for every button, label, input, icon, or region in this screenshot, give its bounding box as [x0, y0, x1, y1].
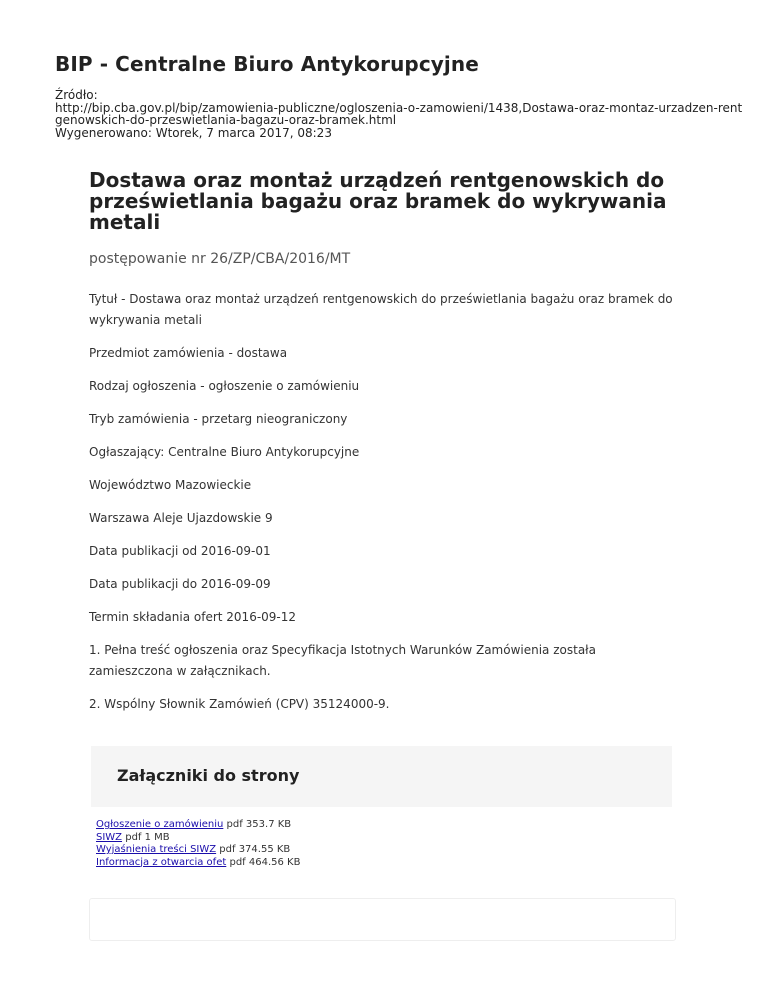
article	[89, 170, 679, 715]
field-subject: Przedmiot zamówienia - dostawa	[89, 346, 288, 360]
attachments-section	[91, 746, 672, 807]
empty-panel	[89, 898, 676, 941]
attachment-meta: pdf 464.56 KB	[229, 856, 301, 868]
article-subtitle: postępowanie nr 26/ZP/CBA/2016/MT	[89, 251, 351, 267]
attachment-item	[96, 819, 300, 832]
field-note-1: 1. Pełna treść ogłoszenia oraz Specyfikacja Istotnych Warunków Zamówienia została zamieszczona w załącznikach.	[89, 643, 596, 678]
attachment-link-offer-opening[interactable]: Informacja z otwarcia ofet	[96, 856, 227, 868]
source-info	[55, 89, 745, 139]
attachment-link-siwz-clarifications[interactable]: Wyjaśnienia treści SIWZ	[96, 844, 217, 855]
attachment-item	[96, 832, 300, 845]
attachment-meta: pdf 1 MB	[125, 831, 170, 843]
field-published-from: Data publikacji od 2016-09-01	[89, 544, 271, 558]
field-published-to: Data publikacji do 2016-09-09	[89, 577, 271, 591]
attachment-meta: pdf 374.55 KB	[219, 844, 291, 855]
source-label: Źródło:	[55, 88, 98, 102]
field-title: Tytuł - Dostawa oraz montaż urządzeń rentgenowskich do prześwietlania bagażu oraz bramek do wykrywania metali	[89, 292, 673, 327]
site-title: BIP - Centralne Biuro Antykorupcyjne	[55, 52, 479, 76]
attachments-heading: Załączniki do strony	[117, 766, 300, 785]
attachment-meta: pdf 353.7 KB	[226, 819, 292, 830]
field-procedure: Tryb zamówienia - przetarg nieograniczony	[89, 412, 348, 426]
field-note-2: 2. Wspólny Słownik Zamówień (CPV) 35124000-9.	[89, 697, 390, 711]
generated-timestamp: Wygenerowano: Wtorek, 7 marca 2017, 08:23	[55, 125, 332, 140]
attachments-list	[96, 819, 300, 869]
field-offer-deadline: Termin składania ofert 2016-09-12	[89, 610, 297, 624]
article-title: Dostawa oraz montaż urządzeń rentgenowskich do prześwietlania bagażu oraz bramek do wykrywania metali	[89, 168, 667, 234]
field-notice-type: Rodzaj ogłoszenia - ogłoszenie o zamówieniu	[89, 379, 360, 393]
attachment-link-announcement[interactable]: Ogłoszenie o zamówieniu	[96, 819, 224, 830]
field-address: Warszawa Aleje Ujazdowskie 9	[89, 511, 273, 525]
field-voivodeship: Województwo Mazowieckie	[89, 478, 252, 492]
attachment-item	[96, 844, 300, 857]
source-url: http://bip.cba.gov.pl/bip/zamowienia-publiczne/ogloszenia-o-zamowieni/1438,Dostawa-oraz-montaz-urzadzen-rentgenowskich-do-przeswietlania-bagazu-oraz-bramek.html	[55, 100, 743, 127]
attachment-item	[96, 857, 300, 870]
field-announcer: Ogłaszający: Centralne Biuro Antykorupcyjne	[89, 445, 360, 459]
attachment-link-siwz[interactable]: SIWZ	[96, 831, 123, 843]
